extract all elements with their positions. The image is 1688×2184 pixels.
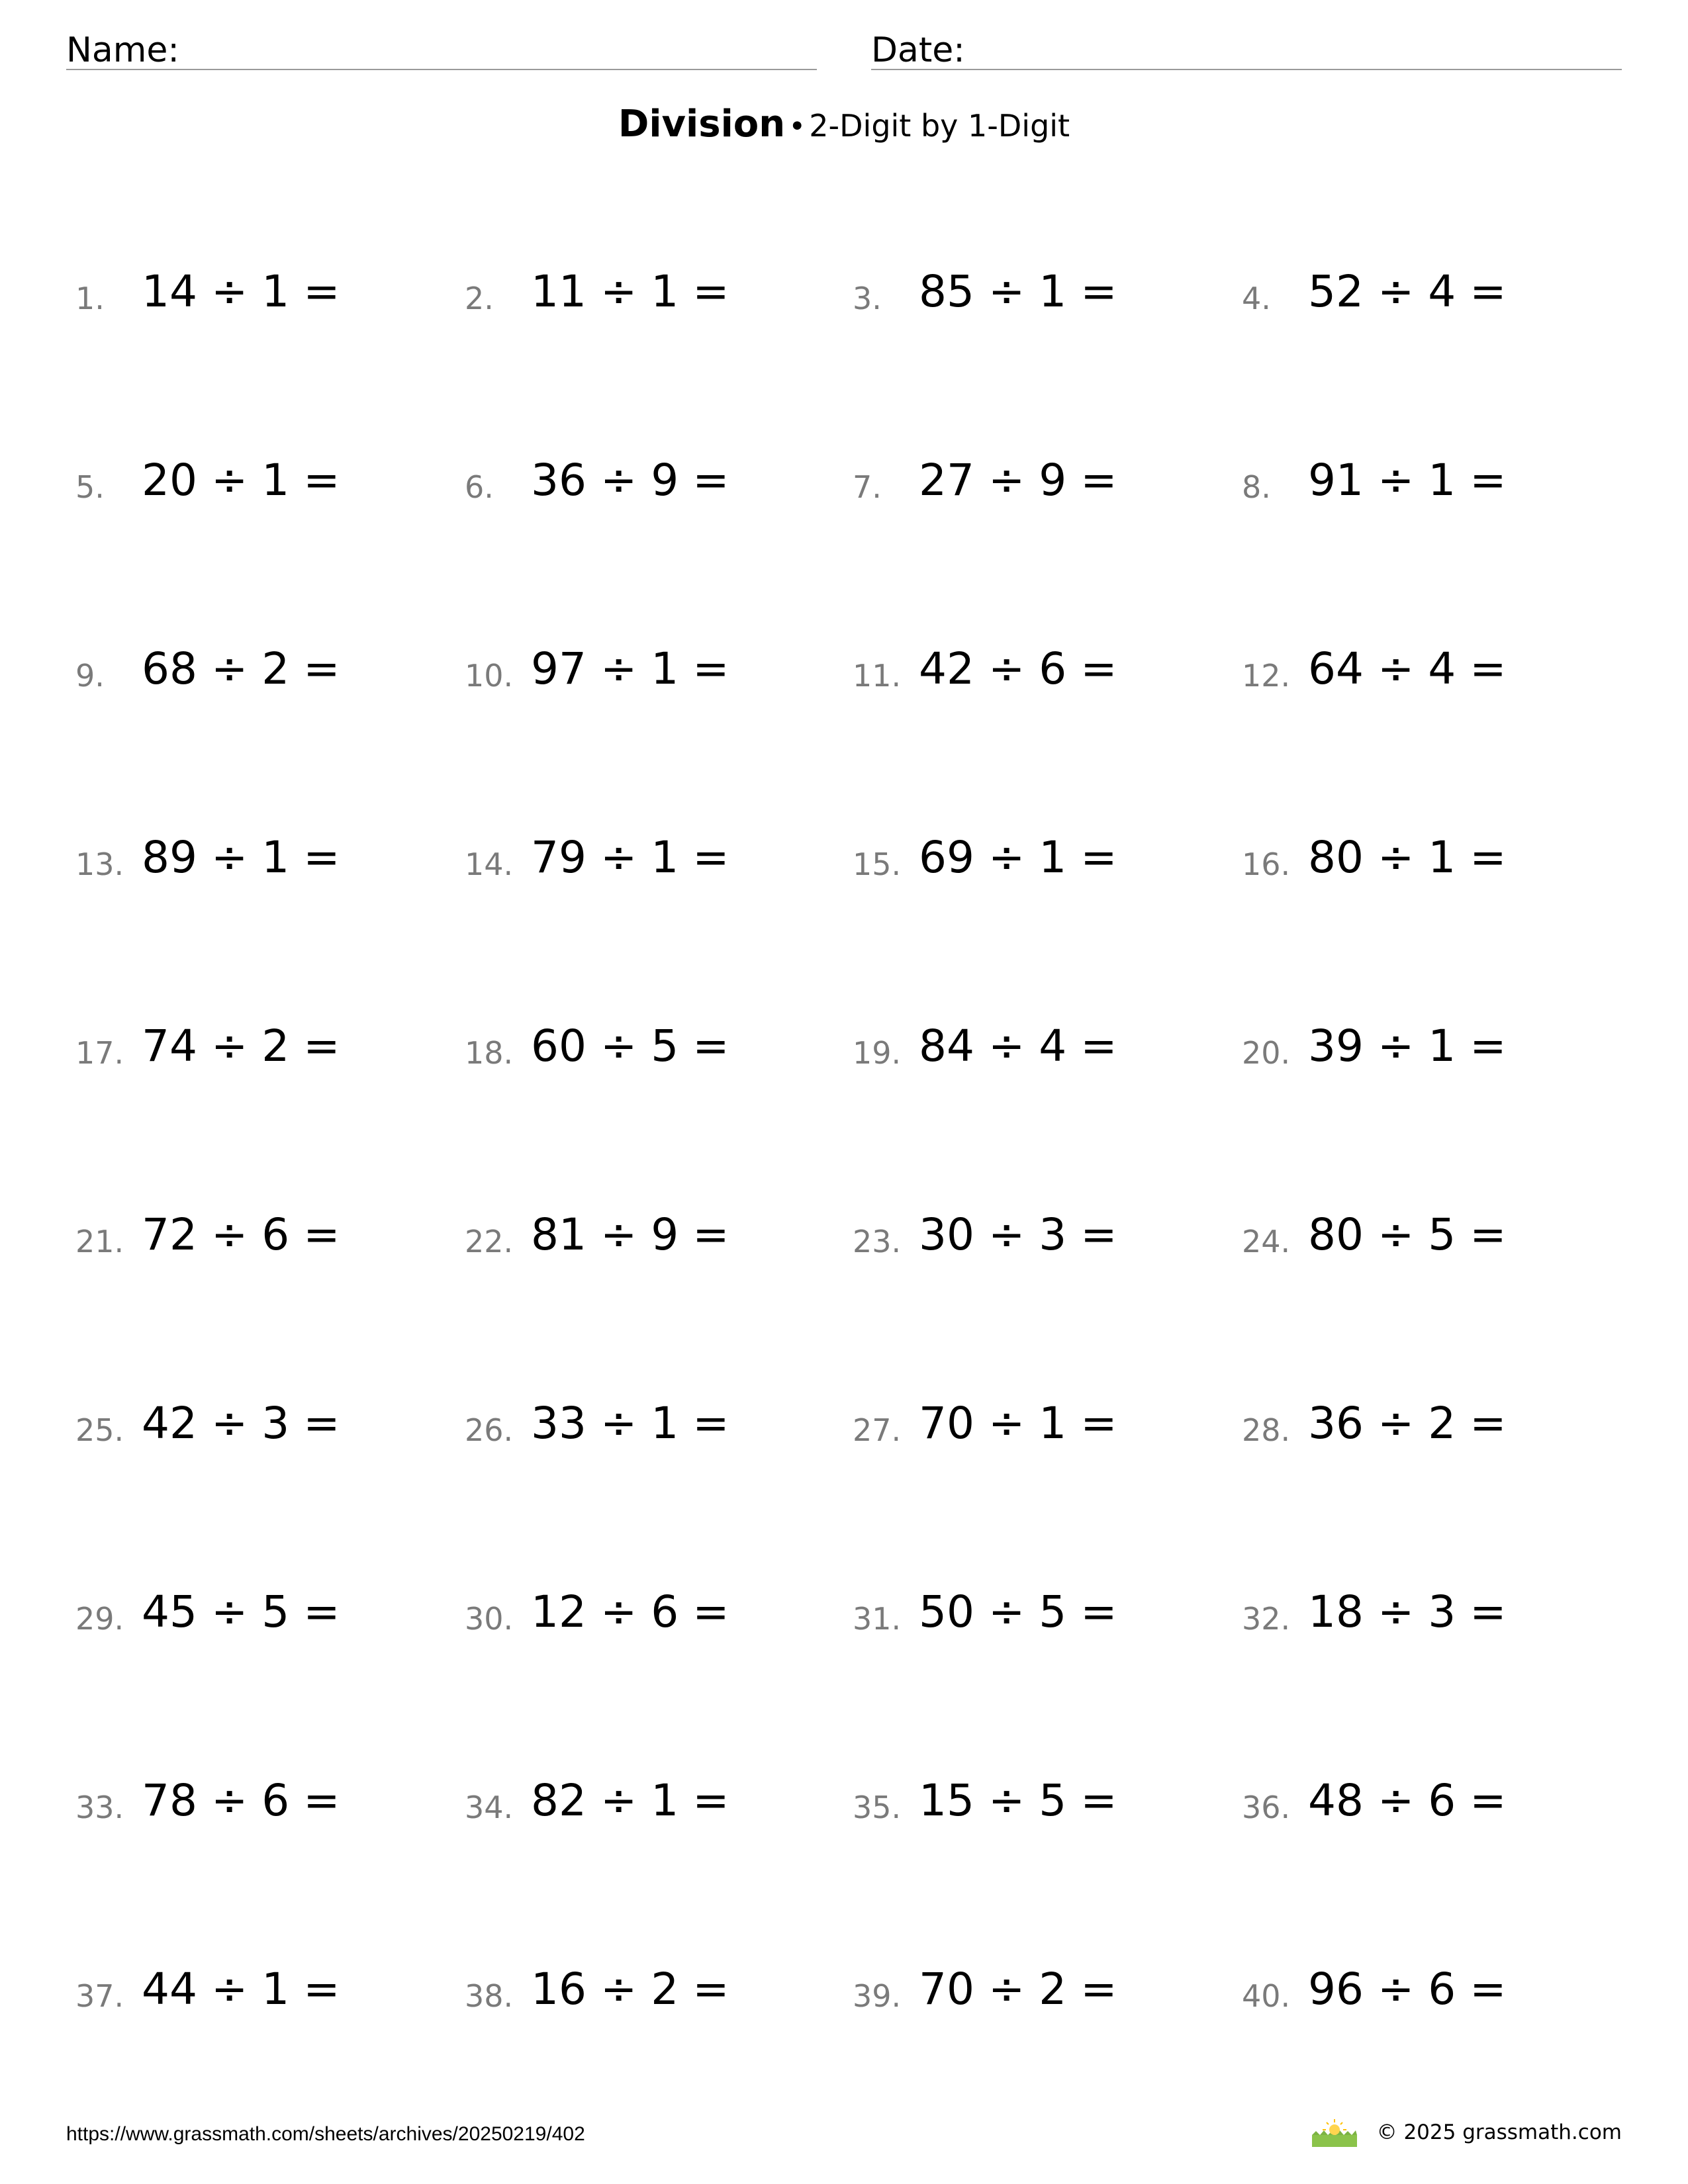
problem-expression: 50 ÷ 5 = (919, 1586, 1117, 1637)
problem-expression: 27 ÷ 9 = (919, 455, 1117, 506)
problem-expression: 52 ÷ 4 = (1308, 266, 1507, 317)
problem-number: 34. (465, 1790, 514, 1825)
problem-expression: 44 ÷ 1 = (142, 1964, 340, 2015)
sun-over-grass-icon (1312, 2118, 1357, 2147)
problem-expression: 78 ÷ 6 = (142, 1775, 340, 1826)
problem-expression: 42 ÷ 6 = (919, 643, 1117, 694)
problem-expression: 82 ÷ 1 = (531, 1775, 729, 1826)
problem-number: 26. (465, 1412, 514, 1448)
problem-expression: 80 ÷ 5 = (1308, 1209, 1507, 1260)
problem-number: 2. (465, 281, 494, 316)
problem-number: 39. (853, 1978, 902, 2014)
problem-number: 12. (1242, 658, 1291, 694)
date-label: Date: (871, 30, 965, 70)
problem-expression: 42 ÷ 3 = (142, 1398, 340, 1449)
problem-number: 29. (75, 1601, 124, 1637)
problem-number: 8. (1242, 469, 1271, 505)
problem-expression: 68 ÷ 2 = (142, 643, 340, 694)
problem-number: 21. (75, 1224, 124, 1259)
problem-expression: 18 ÷ 3 = (1308, 1586, 1507, 1637)
problem-expression: 70 ÷ 1 = (919, 1398, 1117, 1449)
problem-expression: 45 ÷ 5 = (142, 1586, 340, 1637)
problem-number: 7. (853, 469, 882, 505)
problem-expression: 64 ÷ 4 = (1308, 643, 1507, 694)
problem-number: 6. (465, 469, 494, 505)
problem-number: 23. (853, 1224, 902, 1259)
problem-number: 37. (75, 1978, 124, 2014)
problem-expression: 79 ÷ 1 = (531, 832, 729, 883)
problem-expression: 36 ÷ 2 = (1308, 1398, 1507, 1449)
problem-number: 38. (465, 1978, 514, 2014)
problem-expression: 30 ÷ 3 = (919, 1209, 1117, 1260)
problem-number: 24. (1242, 1224, 1291, 1259)
problem-expression: 33 ÷ 1 = (531, 1398, 729, 1449)
problem-expression: 74 ÷ 2 = (142, 1021, 340, 1071)
problem-number: 36. (1242, 1790, 1291, 1825)
problem-number: 4. (1242, 281, 1271, 316)
problem-expression: 15 ÷ 5 = (919, 1775, 1117, 1826)
problem-expression: 69 ÷ 1 = (919, 832, 1117, 883)
problem-number: 5. (75, 469, 105, 505)
problem-expression: 11 ÷ 1 = (531, 266, 729, 317)
problem-number: 14. (465, 846, 514, 882)
problem-number: 20. (1242, 1035, 1291, 1071)
problem-expression: 89 ÷ 1 = (142, 832, 340, 883)
problem-number: 17. (75, 1035, 124, 1071)
problem-number: 1. (75, 281, 105, 316)
problem-number: 31. (853, 1601, 902, 1637)
title-main: Division (618, 103, 786, 146)
title-separator: • (788, 110, 806, 144)
name-label: Name: (66, 30, 179, 70)
problem-number: 40. (1242, 1978, 1291, 2014)
footer-url: https://www.grassmath.com/sheets/archives/20250219/402 (66, 2123, 585, 2145)
problem-expression: 48 ÷ 6 = (1308, 1775, 1507, 1826)
problem-number: 11. (853, 658, 902, 694)
problem-expression: 36 ÷ 9 = (531, 455, 729, 506)
problem-number: 13. (75, 846, 124, 882)
problem-number: 22. (465, 1224, 514, 1259)
problem-expression: 81 ÷ 9 = (531, 1209, 729, 1260)
copyright: © 2025 grassmath.com (1376, 2120, 1622, 2144)
problem-expression: 12 ÷ 6 = (531, 1586, 729, 1637)
problem-number: 33. (75, 1790, 124, 1825)
problem-number: 3. (853, 281, 882, 316)
problem-expression: 96 ÷ 6 = (1308, 1964, 1507, 2015)
problem-number: 9. (75, 658, 105, 694)
problem-number: 27. (853, 1412, 902, 1448)
problem-number: 28. (1242, 1412, 1291, 1448)
problem-number: 18. (465, 1035, 514, 1071)
problem-number: 15. (853, 846, 902, 882)
problem-expression: 20 ÷ 1 = (142, 455, 340, 506)
problem-number: 25. (75, 1412, 124, 1448)
problem-expression: 80 ÷ 1 = (1308, 832, 1507, 883)
problem-number: 32. (1242, 1601, 1291, 1637)
problem-number: 10. (465, 658, 514, 694)
problem-expression: 39 ÷ 1 = (1308, 1021, 1507, 1071)
problem-expression: 91 ÷ 1 = (1308, 455, 1507, 506)
problem-expression: 72 ÷ 6 = (142, 1209, 340, 1260)
problem-number: 30. (465, 1601, 514, 1637)
footer-brand (1312, 2118, 1622, 2147)
problem-expression: 60 ÷ 5 = (531, 1021, 729, 1071)
problem-number: 16. (1242, 846, 1291, 882)
problem-expression: 70 ÷ 2 = (919, 1964, 1117, 2015)
problem-number: 35. (853, 1790, 902, 1825)
problem-expression: 84 ÷ 4 = (919, 1021, 1117, 1071)
problem-number: 19. (853, 1035, 902, 1071)
problem-expression: 16 ÷ 2 = (531, 1964, 729, 2015)
title-subtitle: 2-Digit by 1-Digit (809, 108, 1070, 144)
problem-expression: 85 ÷ 1 = (919, 266, 1117, 317)
problem-expression: 14 ÷ 1 = (142, 266, 340, 317)
problem-expression: 97 ÷ 1 = (531, 643, 729, 694)
